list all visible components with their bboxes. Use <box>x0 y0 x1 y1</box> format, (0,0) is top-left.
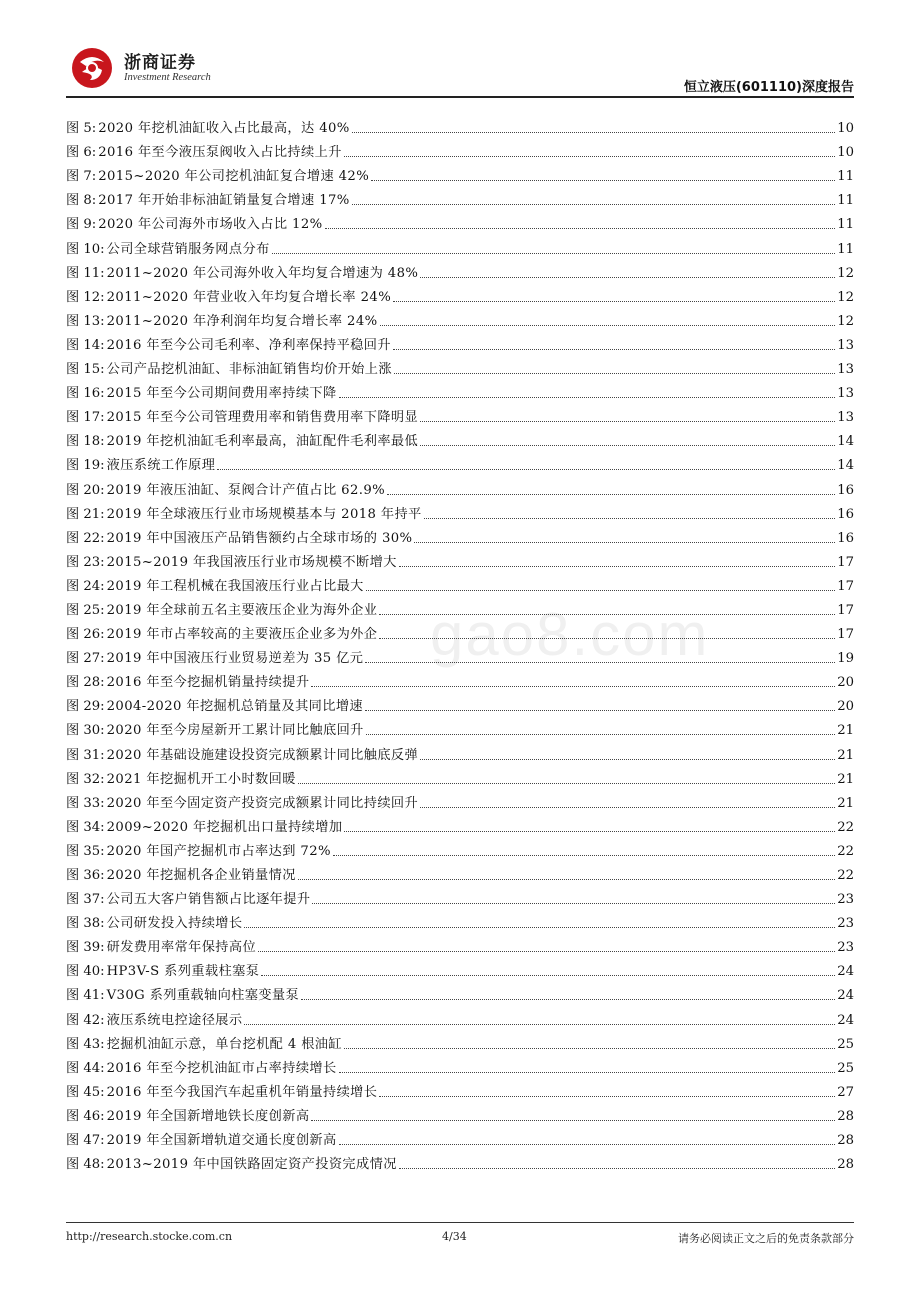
disclaimer-note: 请务必阅读正文之后的免责条款部分 <box>678 1232 854 1245</box>
figure-title: 2019 年全国新增轨道交通长度创新高 <box>106 1133 337 1149</box>
leader-dots <box>344 1048 835 1049</box>
figure-title: 挖掘机油缸示意，单台挖机配 4 根油缸 <box>106 1036 342 1052</box>
leader-dots <box>420 807 835 808</box>
figure-title: 液压系统工作原理 <box>106 458 216 474</box>
toc-entry[interactable] <box>66 764 854 788</box>
page-ref: 24 <box>837 1012 854 1028</box>
footer-divider <box>66 1222 854 1223</box>
page-ref: 17 <box>837 627 854 643</box>
figure-title: 研发费用率常年保持高位 <box>106 940 257 956</box>
leader-dots <box>333 855 835 856</box>
leader-dots <box>393 301 835 302</box>
page-ref: 11 <box>837 169 854 185</box>
page-ref: 14 <box>837 458 854 474</box>
leader-dots <box>272 253 836 254</box>
page-ref: 10 <box>837 121 854 137</box>
figure-title: 2016 年至今我国汽车起重机年销量持续增长 <box>106 1084 378 1100</box>
page-ref: 20 <box>837 699 854 715</box>
figure-label: 图 25: <box>66 602 105 618</box>
toc-entry[interactable] <box>66 884 854 908</box>
figure-label: 图 21: <box>66 506 105 522</box>
toc-entry[interactable] <box>66 1004 854 1028</box>
page-ref: 24 <box>837 964 854 980</box>
leader-dots <box>420 421 835 422</box>
leader-dots <box>301 999 835 1000</box>
figure-label: 图 45: <box>66 1084 105 1100</box>
figure-label: 图 6: <box>66 145 97 161</box>
toc-entry[interactable] <box>66 1101 854 1125</box>
leader-dots <box>311 686 835 687</box>
figure-title: 2016 年至今挖机油缸市占率持续增长 <box>106 1060 337 1076</box>
figure-title: 2019 年中国液压行业贸易逆差为 35 亿元 <box>106 651 364 667</box>
figure-title: HP3V-S 系列重载柱塞泵 <box>106 964 260 980</box>
page-ref: 28 <box>837 1108 854 1124</box>
page-ref: 21 <box>837 723 854 739</box>
figure-title: 2019 年全球前五名主要液压企业为海外企业 <box>106 602 378 618</box>
figure-label: 图 26: <box>66 627 105 643</box>
page-ref: 23 <box>837 940 854 956</box>
toc-entry[interactable] <box>66 450 854 474</box>
leader-dots <box>298 879 835 880</box>
figure-title: 2020 年公司海外市场收入占比 12% <box>98 217 323 233</box>
page-ref: 28 <box>837 1157 854 1173</box>
page-ref: 13 <box>837 410 854 426</box>
figure-title: 2020 年基础设施建设投资完成额累计同比触底反弹 <box>106 747 419 763</box>
figure-title: 2020 年至今固定资产投资完成额累计同比持续回升 <box>106 795 419 811</box>
toc-entry[interactable] <box>66 643 854 667</box>
figure-label: 图 40: <box>66 964 105 980</box>
figure-label: 图 34: <box>66 819 105 835</box>
page-number: 4/34 <box>442 1230 467 1243</box>
figure-title: 2020 年挖机油缸收入占比最高，达 40% <box>98 121 350 137</box>
page-ref: 14 <box>837 434 854 450</box>
figure-title: 2016 年至今公司毛利率、净利率保持平稳回升 <box>106 337 391 353</box>
figure-title: 2020 年挖掘机各企业销量情况 <box>106 868 296 883</box>
page-ref: 21 <box>837 795 854 811</box>
figure-label: 图 39: <box>66 940 105 956</box>
leader-dots <box>312 903 835 904</box>
figure-label: 图 11: <box>66 265 105 281</box>
toc-entry[interactable] <box>66 306 854 330</box>
figure-label: 图 10: <box>66 241 105 257</box>
figure-label: 图 13: <box>66 313 105 329</box>
figure-list <box>66 113 854 1173</box>
toc-entry[interactable] <box>66 715 854 739</box>
page-ref: 16 <box>837 482 854 498</box>
page-ref: 12 <box>837 289 854 305</box>
toc-entry[interactable] <box>66 474 854 498</box>
page-ref: 20 <box>837 675 854 691</box>
toc-entry[interactable] <box>66 547 854 571</box>
leader-dots <box>424 518 836 519</box>
leader-dots <box>339 397 836 398</box>
toc-entry[interactable] <box>66 1149 854 1173</box>
page-ref: 23 <box>837 892 854 908</box>
figure-label: 图 36: <box>66 868 105 883</box>
leader-dots <box>261 975 835 976</box>
toc-entry[interactable] <box>66 426 854 450</box>
leader-dots <box>394 373 835 374</box>
figure-label: 图 24: <box>66 578 105 594</box>
leader-dots <box>379 1096 835 1097</box>
figure-label: 图 27: <box>66 651 105 667</box>
figure-label: 图 32: <box>66 771 105 787</box>
toc-entry[interactable] <box>66 860 854 884</box>
figure-label: 图 44: <box>66 1060 105 1076</box>
company-logo-icon <box>70 46 114 90</box>
figure-title: 2019 年工程机械在我国液压行业占比最大 <box>106 578 364 594</box>
page-ref: 11 <box>837 217 854 233</box>
page-ref: 11 <box>837 241 854 257</box>
figure-label: 图 17: <box>66 410 105 426</box>
figure-title: 2009~2020 年挖掘机出口量持续增加 <box>106 819 343 835</box>
page-ref: 21 <box>837 771 854 787</box>
figure-label: 图 30: <box>66 723 105 739</box>
toc-entry[interactable] <box>66 1053 854 1077</box>
toc-entry[interactable] <box>66 161 854 185</box>
toc-entry[interactable] <box>66 258 854 282</box>
figure-label: 图 14: <box>66 337 105 353</box>
page-ref: 27 <box>837 1084 854 1100</box>
toc-entry[interactable] <box>66 932 854 956</box>
figure-title: 2015 年至今公司期间费用率持续下降 <box>106 386 337 402</box>
figure-label: 图 47: <box>66 1133 105 1149</box>
leader-dots <box>414 542 835 543</box>
figure-title: 2019 年中国液压产品销售额约占全球市场的 30% <box>106 530 413 546</box>
leader-dots <box>380 325 836 326</box>
figure-label: 图 48: <box>66 1157 105 1173</box>
page-ref: 25 <box>837 1060 854 1076</box>
toc-entry[interactable] <box>66 595 854 619</box>
leader-dots <box>393 349 835 350</box>
figure-label: 图 5: <box>66 121 97 137</box>
toc-entry[interactable] <box>66 667 854 691</box>
leader-dots <box>339 1144 836 1145</box>
page-ref: 24 <box>837 988 854 1004</box>
leader-dots <box>379 638 835 639</box>
page-ref: 28 <box>837 1133 854 1149</box>
page-ref: 17 <box>837 578 854 594</box>
figure-label: 图 8: <box>66 193 97 209</box>
toc-entry[interactable] <box>66 908 854 932</box>
leader-dots <box>344 831 835 832</box>
page-ref: 22 <box>837 843 854 859</box>
figure-title: 公司研发投入持续增长 <box>106 916 243 932</box>
figure-label: 图 29: <box>66 699 105 715</box>
toc-entry[interactable] <box>66 137 854 161</box>
toc-entry[interactable] <box>66 185 854 209</box>
page-ref: 21 <box>837 747 854 763</box>
figure-label: 图 28: <box>66 675 105 691</box>
page-ref: 22 <box>837 819 854 835</box>
figure-title: 液压系统电控途径展示 <box>106 1012 243 1028</box>
figure-label: 图 41: <box>66 988 105 1004</box>
page-ref: 10 <box>837 145 854 161</box>
figure-title: 2015 年至今公司管理费用率和销售费用率下降明显 <box>106 410 419 426</box>
figure-label: 图 31: <box>66 747 105 763</box>
page-ref: 13 <box>837 386 854 402</box>
page-ref: 12 <box>837 265 854 281</box>
toc-entry[interactable] <box>66 619 854 643</box>
toc-entry[interactable] <box>66 209 854 233</box>
page-ref: 22 <box>837 868 854 883</box>
leader-dots <box>365 710 835 711</box>
figure-label: 图 9: <box>66 217 97 233</box>
leader-dots <box>365 662 835 663</box>
page-ref: 13 <box>837 362 854 378</box>
toc-entry[interactable] <box>66 812 854 836</box>
brand-subtitle: Investment Research <box>124 72 211 83</box>
figure-label: 图 38: <box>66 916 105 932</box>
header-divider <box>66 96 854 98</box>
figure-title: 2011~2020 年净利润年均复合增长率 24% <box>106 313 378 329</box>
toc-entry[interactable] <box>66 282 854 306</box>
figure-title: 2019 年市占率较高的主要液压企业多为外企 <box>106 627 378 643</box>
figure-title: 2019 年液压油缸、泵阀合计产值占比 62.9% <box>106 482 386 498</box>
figure-title: 2004-2020 年挖掘机总销量及其同比增速 <box>106 699 364 715</box>
figure-title: 2017 年开始非标油缸销量复合增速 17% <box>98 193 350 209</box>
toc-entry[interactable] <box>66 113 854 137</box>
footer-url[interactable]: http://research.stocke.com.cn <box>66 1230 233 1243</box>
figure-label: 图 15: <box>66 362 105 378</box>
leader-dots <box>298 783 835 784</box>
page-ref: 17 <box>837 602 854 618</box>
figure-title: 2011~2020 年公司海外收入年均复合增速为 48% <box>106 265 419 281</box>
leader-dots <box>244 927 835 928</box>
toc-entry[interactable] <box>66 523 854 547</box>
leader-dots <box>399 1168 835 1169</box>
figure-title: V30G 系列重载轴向柱塞变量泵 <box>106 988 300 1004</box>
toc-entry[interactable] <box>66 378 854 402</box>
toc-entry[interactable] <box>66 354 854 378</box>
toc-entry[interactable] <box>66 980 854 1004</box>
leader-dots <box>366 734 835 735</box>
toc-entry[interactable] <box>66 739 854 763</box>
figure-label: 图 18: <box>66 434 105 450</box>
page-ref: 12 <box>837 313 854 329</box>
toc-entry[interactable] <box>66 691 854 715</box>
figure-title: 2019 年全国新增地铁长度创新高 <box>106 1108 310 1124</box>
figure-label: 图 7: <box>66 169 97 185</box>
figure-label: 图 43: <box>66 1036 105 1052</box>
leader-dots <box>311 1120 835 1121</box>
page-ref: 17 <box>837 554 854 570</box>
page-ref: 19 <box>837 651 854 667</box>
figure-title: 2019 年全球液压行业市场规模基本与 2018 年持平 <box>106 506 422 522</box>
leader-dots <box>420 445 835 446</box>
figure-title: 2011~2020 年营业收入年均复合增长率 24% <box>106 289 392 305</box>
figure-title: 公司产品挖机油缸、非标油缸销售均价开始上涨 <box>106 362 392 378</box>
toc-entry[interactable] <box>66 402 854 426</box>
figure-title: 2015~2019 年我国液压行业市场规模不断增大 <box>106 554 397 570</box>
leader-dots <box>387 494 835 495</box>
leader-dots <box>325 228 836 229</box>
figure-label: 图 20: <box>66 482 105 498</box>
leader-dots <box>217 469 835 470</box>
toc-entry[interactable] <box>66 499 854 523</box>
figure-label: 图 22: <box>66 530 105 546</box>
figure-title: 2020 年国产挖掘机市占率达到 72% <box>106 843 331 859</box>
page-ref: 16 <box>837 506 854 522</box>
figure-title: 2020 年至今房屋新开工累计同比触底回升 <box>106 723 364 739</box>
leader-dots <box>258 951 835 952</box>
figure-title: 2019 年挖机油缸毛利率最高，油缸配件毛利率最低 <box>106 434 419 450</box>
leader-dots <box>352 204 836 205</box>
leader-dots <box>399 566 835 567</box>
toc-entry[interactable] <box>66 1029 854 1053</box>
figure-title: 公司全球营销服务网点分布 <box>106 241 270 257</box>
toc-entry[interactable] <box>66 788 854 812</box>
figure-title: 2016 年至今液压泵阀收入占比持续上升 <box>98 145 342 161</box>
figure-label: 图 33: <box>66 795 105 811</box>
figure-title: 2015~2020 年公司挖机油缸复合增速 42% <box>98 169 370 185</box>
figure-title: 2021 年挖掘机开工小时数回暖 <box>106 771 296 787</box>
figure-label: 图 23: <box>66 554 105 570</box>
figure-title: 2016 年至今挖掘机销量持续提升 <box>106 675 310 691</box>
leader-dots <box>420 277 835 278</box>
page-ref: 25 <box>837 1036 854 1052</box>
figure-label: 图 42: <box>66 1012 105 1028</box>
page-ref: 11 <box>837 193 854 209</box>
toc-entry[interactable] <box>66 1077 854 1101</box>
toc-entry[interactable] <box>66 571 854 595</box>
figure-label: 图 46: <box>66 1108 105 1124</box>
page-ref: 13 <box>837 337 854 353</box>
leader-dots <box>379 614 835 615</box>
toc-entry[interactable] <box>66 836 854 860</box>
figure-title: 2013~2019 年中国铁路固定资产投资完成情况 <box>106 1157 397 1173</box>
leader-dots <box>366 590 835 591</box>
toc-entry[interactable] <box>66 330 854 354</box>
watermark: gao8.com <box>430 601 710 668</box>
figure-label: 图 19: <box>66 458 105 474</box>
leader-dots <box>339 1072 836 1073</box>
figure-title: 公司五大客户销售额占比逐年提升 <box>106 892 311 908</box>
leader-dots <box>352 132 836 133</box>
toc-entry[interactable] <box>66 956 854 980</box>
page-ref: 16 <box>837 530 854 546</box>
leader-dots <box>371 180 835 181</box>
report-title: 恒立液压(601110)深度报告 <box>683 80 854 95</box>
figure-label: 图 16: <box>66 386 105 402</box>
leader-dots <box>344 156 835 157</box>
brand-name: 浙商证券 <box>124 53 196 73</box>
toc-entry[interactable] <box>66 1125 854 1149</box>
leader-dots <box>244 1024 835 1025</box>
leader-dots <box>420 759 835 760</box>
figure-label: 图 37: <box>66 892 105 908</box>
figure-label: 图 12: <box>66 289 105 305</box>
figure-label: 图 35: <box>66 843 105 859</box>
page-header <box>66 44 854 98</box>
toc-entry[interactable] <box>66 233 854 257</box>
page-ref: 23 <box>837 916 854 932</box>
